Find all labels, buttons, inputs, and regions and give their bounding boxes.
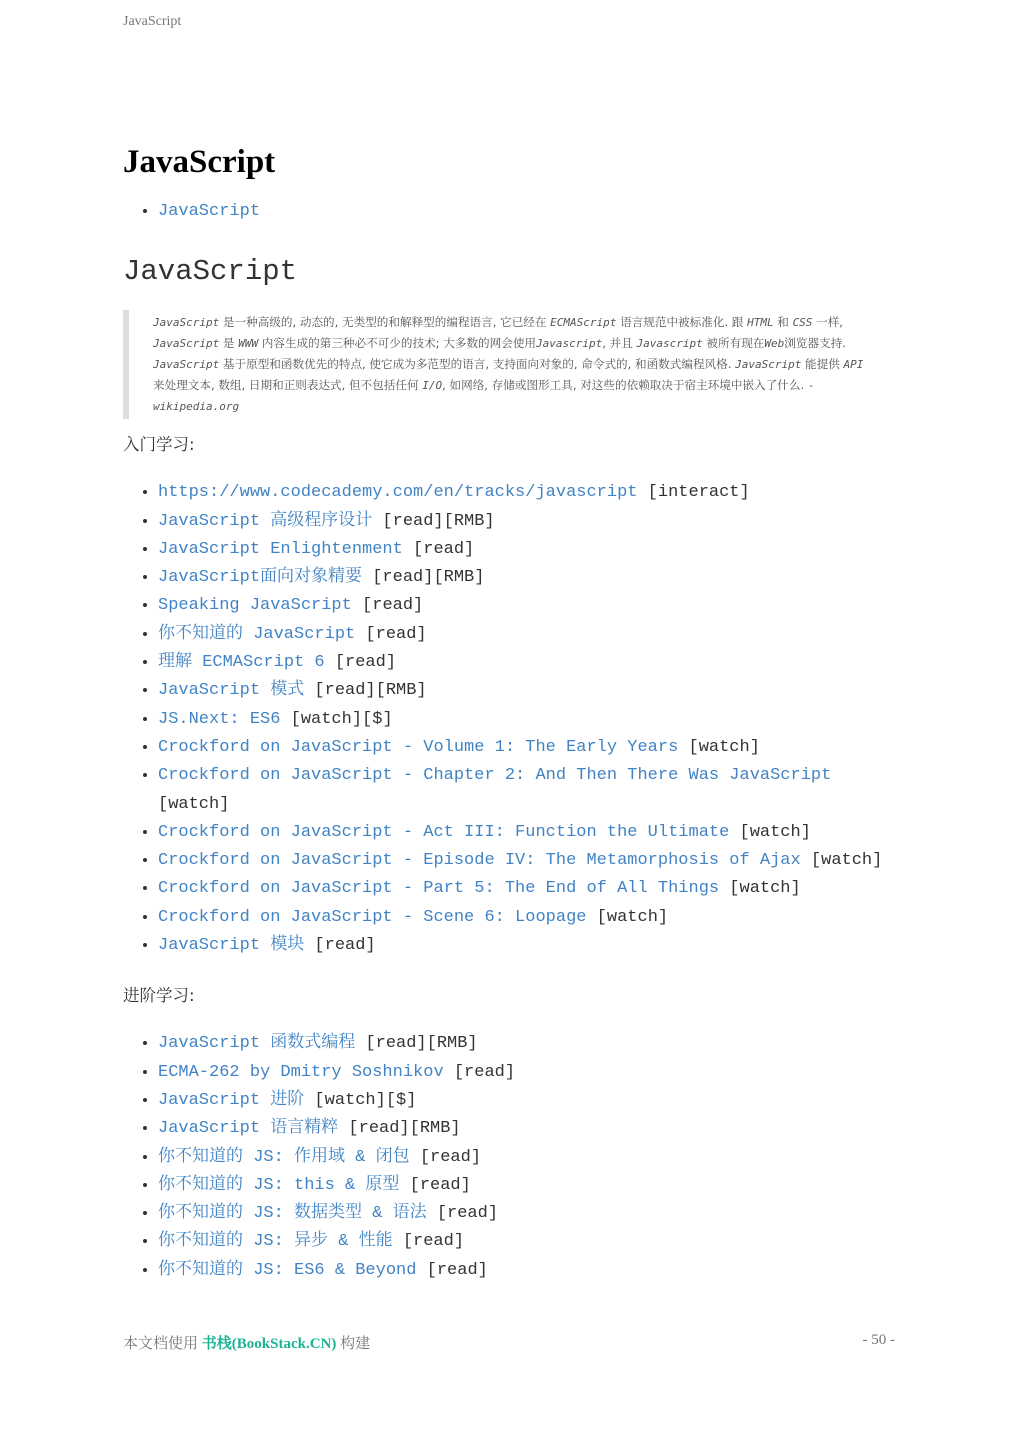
page-title: JavaScript — [123, 144, 276, 180]
quote-text: 是 — [219, 336, 239, 351]
quote-term: JavaScript — [153, 358, 220, 372]
quote-text: 浏览器支持. — [784, 336, 846, 351]
list-item — [158, 932, 895, 960]
resource-link[interactable]: Crockford on JavaScript - Scene 6: Loopage — [158, 907, 587, 927]
resource-tag: [watch] — [678, 737, 760, 757]
resource-tag: [watch] — [158, 794, 230, 814]
quote-text: 基于原型和函数优先的特点, 使它成为多范型的语言, 支持面向对象的, 命令式的, 和函数式编程风格. — [219, 357, 736, 372]
resource-tag: [watch] — [719, 879, 801, 899]
quote-text: 内容生成的第三种必不可少的技术; 大多数的网会使用 — [258, 336, 537, 351]
resource-link[interactable]: 理解 ECMAScript 6 — [158, 653, 325, 673]
quote-text: , 并且 — [602, 336, 637, 351]
resource-tag: [read] — [399, 1175, 471, 1195]
list-item — [158, 649, 895, 677]
footer-credit — [123, 1332, 370, 1353]
footer-prefix: 本文档使用 — [123, 1336, 202, 1352]
resource-link[interactable]: JS.Next: ES6 — [158, 709, 281, 729]
intro-section-label: 入门学习: — [123, 435, 195, 455]
list-item — [158, 1228, 895, 1256]
list-item — [158, 1144, 895, 1172]
list-item — [158, 1257, 895, 1285]
resource-tag: [read] — [443, 1062, 516, 1082]
resource-tag: [watch] — [586, 907, 669, 927]
list-item — [158, 536, 895, 564]
resource-tag: [read] — [392, 1232, 465, 1252]
resource-link[interactable]: Crockford on JavaScript - Chapter 2: And Then There Was JavaScript — [158, 766, 832, 786]
resource-tag: [read] — [426, 1204, 499, 1224]
resource-link[interactable]: JavaScript 模块 — [158, 936, 305, 956]
advanced-resource-list — [123, 1030, 895, 1285]
resource-tag: [read] — [304, 936, 376, 956]
resource-tag: [read][RMB] — [355, 1034, 478, 1054]
list-item — [158, 875, 895, 903]
list-item — [158, 1172, 895, 1200]
resource-tag: [read][RMB] — [372, 511, 495, 531]
quote-text: 来处理文本, 数组, 日期和正则表达式, 但不包括任何 — [153, 378, 423, 393]
resource-link[interactable]: ECMA-262 by Dmitry Soshnikov — [158, 1062, 444, 1082]
resource-link[interactable]: JavaScript面向对象精要 — [158, 568, 363, 588]
toc-link[interactable]: JavaScript — [158, 202, 261, 221]
footer-brand-link[interactable]: 书栈(BookStack.CN) — [201, 1336, 337, 1352]
list-item — [158, 1115, 895, 1143]
quote-term: Javascript — [636, 337, 703, 351]
resource-link[interactable]: JavaScript 高级程序设计 — [158, 511, 373, 531]
list-item — [158, 621, 895, 649]
list-item — [158, 1059, 895, 1087]
running-header: JavaScript — [123, 14, 182, 29]
quote-term: I/O — [422, 379, 443, 393]
resource-tag: [watch] — [800, 851, 883, 871]
quote-term: JavaScript — [153, 316, 220, 330]
list-item — [158, 904, 895, 932]
resource-link[interactable]: Crockford on JavaScript - Act III: Function the Ultimate — [158, 822, 730, 842]
resource-link[interactable]: JavaScript 语言精粹 — [158, 1119, 339, 1139]
quote-term: HTML — [747, 316, 774, 330]
resource-link[interactable]: Crockford on JavaScript - Part 5: The End of All Things — [158, 879, 720, 899]
quote-term: CSS — [792, 316, 813, 330]
quote-term: API — [843, 358, 864, 372]
resource-tag: [read] — [402, 539, 475, 559]
footer-suffix: 构建 — [336, 1336, 371, 1352]
list-item — [158, 564, 895, 592]
resource-link[interactable]: 你不知道的 JavaScript — [158, 624, 356, 644]
resource-tag: [read][RMB] — [304, 681, 427, 701]
quote-text: 是一种高级的, 动态的, 无类型的和解释型的编程语言, 它已经在 — [219, 315, 551, 330]
intro-resource-list — [123, 479, 895, 960]
list-item — [158, 677, 895, 705]
list-item — [158, 592, 895, 620]
list-item — [158, 847, 895, 875]
resource-tag: [read] — [351, 596, 424, 616]
quote-text: 语言规范中被标准化. 跟 — [616, 315, 748, 330]
list-item — [158, 706, 895, 734]
resource-link[interactable]: 你不知道的 JS: 数据类型 & 语法 — [158, 1204, 427, 1224]
quote-term: WWW — [238, 337, 259, 351]
resource-link[interactable]: JavaScript 进阶 — [158, 1090, 305, 1110]
quote-text: 一样, — [812, 315, 843, 330]
page-number: - 50 - — [862, 1332, 895, 1348]
resource-link[interactable]: JavaScript Enlightenment — [158, 539, 403, 559]
quote-text: 能提供 — [801, 357, 844, 372]
resource-link[interactable]: Crockford on JavaScript - Volume 1: The Early Years — [158, 737, 679, 757]
quote-text: 被所有现在 — [702, 336, 765, 351]
resource-tag: [watch][$] — [304, 1090, 417, 1110]
list-item — [158, 479, 895, 507]
quote-text: , 如网络, 存储或图形工具, 对这些的依赖取决于宿主环境中嵌入了什么. — [442, 378, 808, 393]
list-item — [158, 819, 895, 847]
resource-link[interactable]: 你不知道的 JS: this & 原型 — [158, 1175, 400, 1195]
advanced-section-label: 进阶学习: — [123, 986, 195, 1006]
page-content — [123, 140, 895, 1309]
resource-tag: [read] — [416, 1260, 488, 1280]
list-item — [158, 734, 895, 762]
quote-term: Web — [764, 337, 785, 351]
resource-tag: [interact] — [637, 483, 750, 503]
resource-link[interactable]: 你不知道的 JS: 作用域 & 闭包 — [158, 1147, 410, 1167]
quote-term: - wikipedia.org — [153, 379, 815, 414]
list-item — [158, 762, 895, 819]
intro-quote — [123, 310, 895, 419]
resource-link[interactable]: JavaScript 函数式编程 — [158, 1034, 356, 1054]
list-item — [158, 1200, 895, 1228]
resource-link[interactable]: JavaScript 模式 — [158, 681, 305, 701]
resource-tag: [watch] — [729, 822, 811, 842]
section-title: JavaScript — [123, 255, 298, 289]
list-item — [158, 1087, 895, 1115]
quote-term: JavaScript — [735, 358, 802, 372]
resource-tag: [read] — [409, 1147, 482, 1167]
resource-link[interactable]: 你不知道的 JS: ES6 & Beyond — [158, 1260, 417, 1280]
resource-tag: [read] — [324, 653, 397, 673]
quote-term: ECMAScript — [550, 316, 617, 330]
resource-tag: [read] — [355, 624, 427, 644]
table-of-contents — [123, 198, 895, 226]
toc-item — [158, 198, 895, 226]
list-item — [158, 508, 895, 536]
resource-tag: [read][RMB] — [338, 1119, 461, 1139]
quote-text: 和 — [773, 315, 793, 330]
resource-link[interactable]: 你不知道的 JS: 异步 & 性能 — [158, 1232, 393, 1252]
resource-link[interactable]: https://www.codecademy.com/en/tracks/javascript — [158, 483, 638, 503]
quote-term: JavaScript — [153, 337, 220, 351]
list-item — [158, 1030, 895, 1058]
resource-link[interactable]: Speaking JavaScript — [158, 596, 352, 616]
quote-term: Javascript — [536, 337, 603, 351]
resource-tag: [read][RMB] — [362, 568, 485, 588]
resource-tag: [watch][$] — [280, 709, 393, 729]
resource-link[interactable]: Crockford on JavaScript - Episode IV: The Metamorphosis of Ajax — [158, 851, 801, 871]
